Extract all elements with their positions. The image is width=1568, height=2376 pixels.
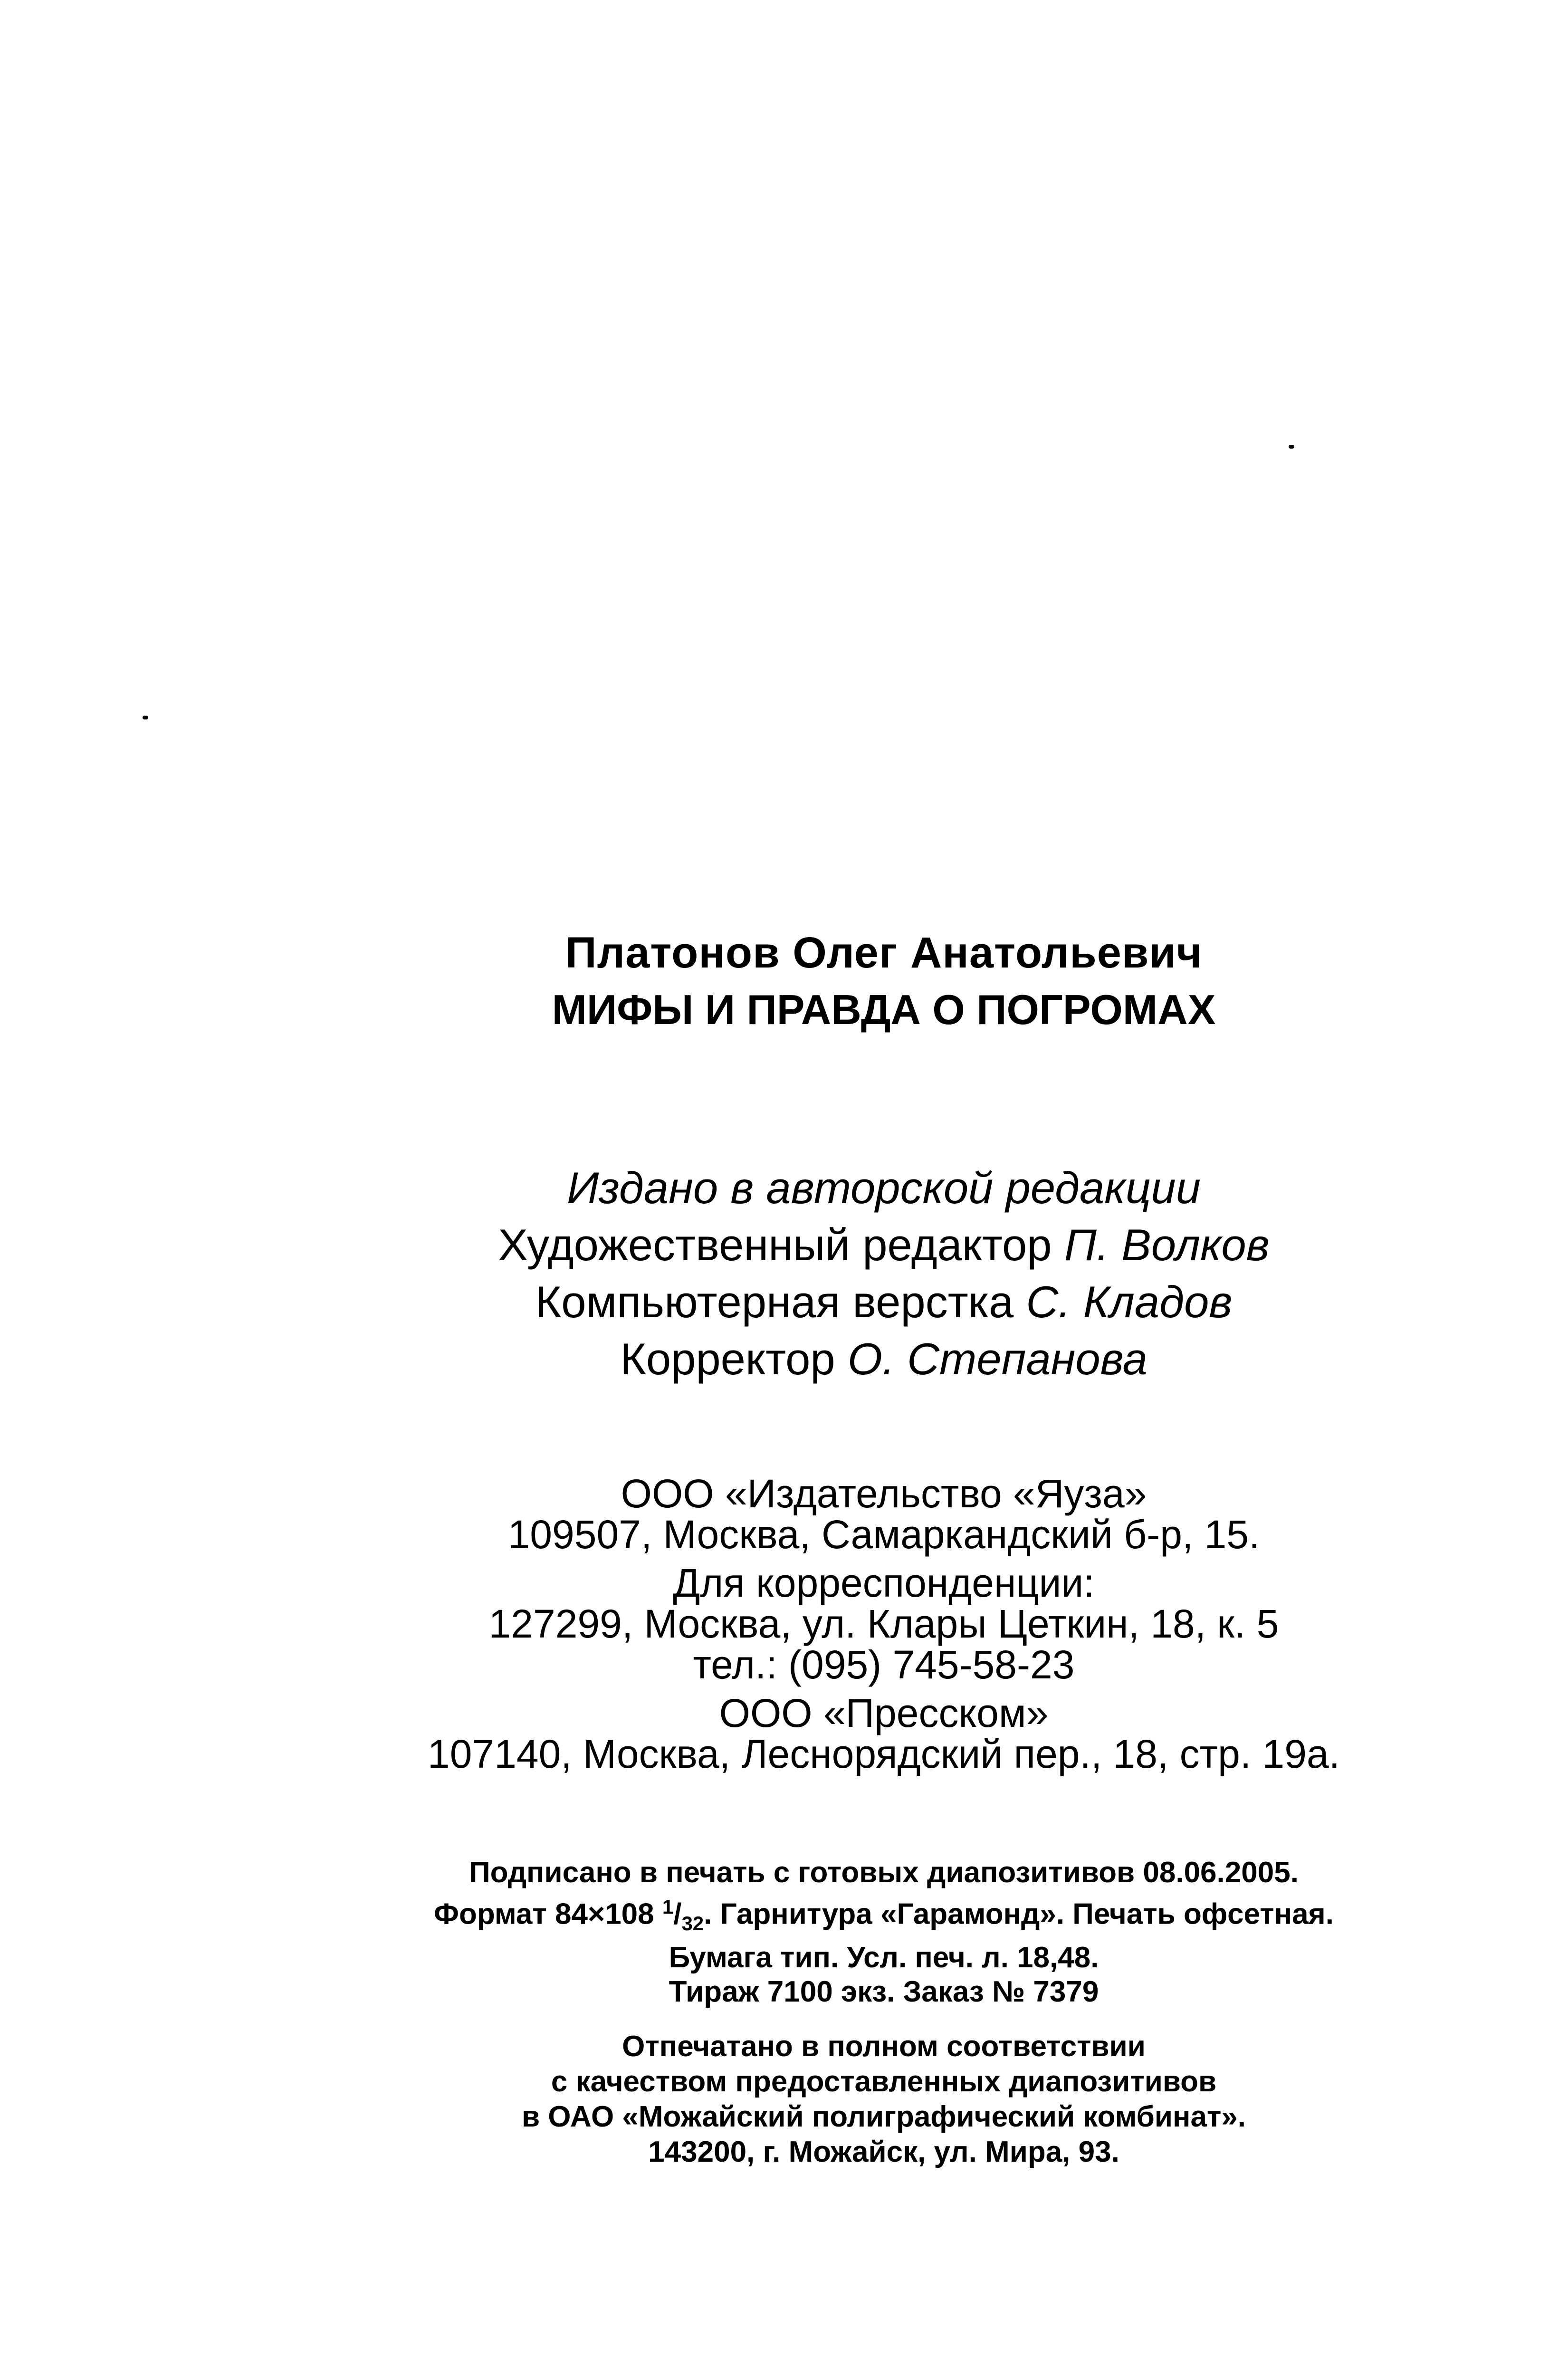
title-block (371, 924, 1397, 1038)
printer-line-3: в ОАО «Можайский полиграфический комбинат». (521, 2100, 1246, 2133)
correspondence-address: 127299, Москва, ул. Клары Цеткин, 18, к. 5 (488, 1601, 1279, 1646)
distributor-name: ООО «Пресском» (719, 1691, 1049, 1735)
scan-speck (1289, 445, 1294, 449)
layout-line: Компьютерная верстка С. Кладов (535, 1277, 1233, 1327)
signed-line: Подписано в печать с готовых диапозитивов 08.06.2005. (469, 1856, 1299, 1889)
correspondence-label: Для корреспонденции: (673, 1561, 1095, 1605)
book-title: МИФЫ И ПРАВДА О ПОГРОМАХ (552, 986, 1216, 1033)
print-info-block (371, 1856, 1397, 2009)
printer-line-2: с качеством предоставленных диапозитивов (551, 2065, 1217, 2098)
distributor-address: 107140, Москва, Леснорядский пер., 18, стр. 19а. (428, 1732, 1340, 1776)
publisher-name: ООО «Издательство «Яуза» (621, 1471, 1147, 1516)
printer-block (371, 2029, 1397, 2170)
paper-line: Бумага тип. Усл. печ. л. 18,48. (669, 1941, 1099, 1974)
credits-block (371, 1159, 1397, 1388)
format-line: Формат 84×108 $^1/_{32}$. Гарнитура «Гарамонд». Печать офсетная. (434, 1896, 1334, 1935)
publisher-phone: тел.: (095) 745-58-23 (693, 1642, 1075, 1687)
run-line: Тираж 7100 экз. Заказ № 7379 (669, 1975, 1099, 2009)
edition-note: Издано в авторской редакции (567, 1163, 1201, 1213)
publisher-address: 109507, Москва, Самаркандский б-р, 15. (507, 1512, 1260, 1557)
proofreader-line: Корректор О. Степанова (620, 1334, 1147, 1384)
printer-line-4: 143200, г. Можайск, ул. Мира, 93. (648, 2136, 1119, 2168)
printer-line-1: Отпечатано в полном соответствии (622, 2030, 1146, 2063)
art-editor-line: Художественный редактор П. Волков (498, 1220, 1270, 1270)
author-name: Платонов Олег Анатольевич (565, 929, 1203, 977)
scan-speck (143, 716, 148, 719)
addresses-block (371, 1473, 1397, 1774)
